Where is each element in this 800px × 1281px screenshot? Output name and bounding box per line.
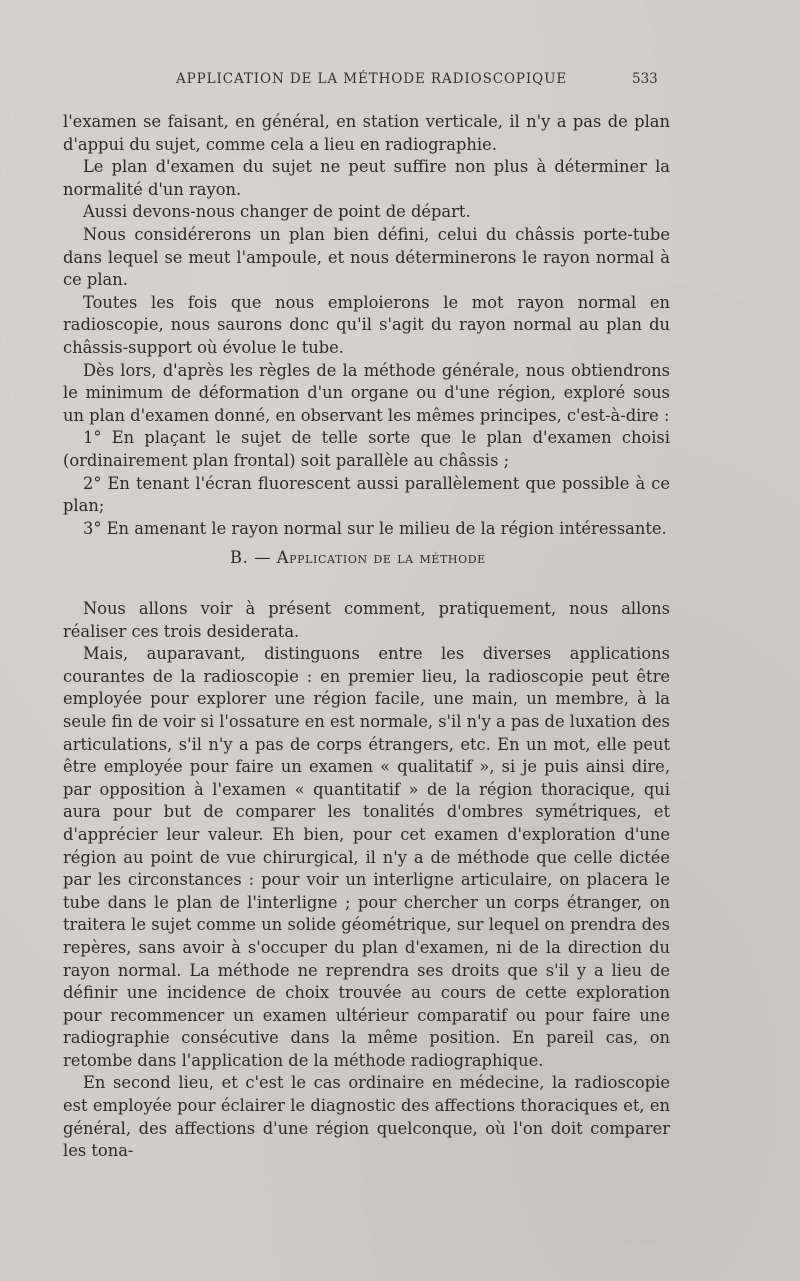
paragraph: En second lieu, et c'est le cas ordinaire en médecine, la radioscopie est employée pour éclairer le diagnostic des affections thoraciques et, en général, des affections d'une région quelconque, où l'on doit comparer les tona- <box>63 1073 670 1161</box>
section-letter: B. — <box>230 548 277 567</box>
running-title: APPLICATION DE LA MÉTHODE RADIOSCOPIQUE <box>176 71 568 87</box>
list-item: 3° En amenant le rayon normal sur le milieu de la région intéressante. <box>83 518 667 538</box>
paragraph: Le plan d'examen du sujet ne peut suffire non plus à déterminer la normalité d'un rayon. <box>63 157 670 199</box>
page-number: 533 <box>632 71 658 87</box>
bottom-text-block <box>63 598 670 1163</box>
paragraph: Toutes les fois que nous emploierons le mot rayon normal en radioscopie, nous saurons donc qu'il s'agit du rayon normal au plan du châssis-support où évolue le tube. <box>63 292 670 357</box>
top-text-block <box>63 111 670 540</box>
section-title: Application de la méthode <box>276 548 486 567</box>
paragraph: Nous considérerons un plan bien défini, celui du châssis porte-tube dans lequel se meut l'ampoule, et nous déterminerons le rayon normal à ce plan. <box>63 224 670 290</box>
paragraph: Mais, auparavant, distinguons entre les diverses applications courantes de la radioscopie : en premier lieu, la radioscopie peut être employée pour explorer une région facile, une main, un membre, à la seule fin de voir si l'ossature en est normale, s'il n'y a pas de luxation des articulations, s'il n'y a pas de corps étrangers, etc. En un mot, elle peut être employée pour faire un examen « qualitatif », si je puis ainsi dire, par opposition à l'examen « quantitatif » de la région thoracique, qui aura pour but de comparer les tonalités d'ombres symétriques, et d'apprécier leur valeur. Eh bien, pour cet examen d'exploration d'une région au point de vue chirurgical, il n'y a de méthode que celle dictée par les circonstances : pour voir un interligne articulaire, on placera le tube dans le plan de l'interligne ; pour chercher un corps étranger, on traitera le sujet comme un solide géométrique, sur lequel on prendra des repères, sans avoir à s'occuper du plan d'examen, ni de la direction du rayon normal. La méthode ne reprendra ses droits que s'il y a lieu de définir une incidence de choix trouvée au cours de cette exploration pour recommencer un examen ultérieur comparatif ou pour faire une radiographie consécutive dans la même position. En pareil cas, on retombe dans l'application de la méthode radiographique. <box>63 644 670 1070</box>
paragraph: Dès lors, d'après les règles de la méthode générale, nous obtiendrons le minimum de déformation d'un organe ou d'une région, exploré sous un plan d'examen donné, en observant les mêmes principes, c'est-à-dire : <box>63 360 670 425</box>
list-item: 2° En tenant l'écran fluorescent aussi parallèlement que possible à ce plan; <box>63 473 670 516</box>
list-item: 1° En plaçant le sujet de telle sorte que le plan d'examen choisi (ordinairement plan frontal) soit parallèle au châssis ; <box>63 428 670 470</box>
paragraph: Nous allons voir à présent comment, pratiquement, nous allons réaliser ces trois desiderata. <box>63 599 670 641</box>
paragraph: l'examen se faisant, en général, en station verticale, il n'y a pas de plan d'appui du sujet, comme cela a lieu en radiographie. <box>63 112 670 154</box>
section-heading <box>230 548 486 567</box>
paragraph: Aussi devons-nous changer de point de départ. <box>83 202 471 222</box>
